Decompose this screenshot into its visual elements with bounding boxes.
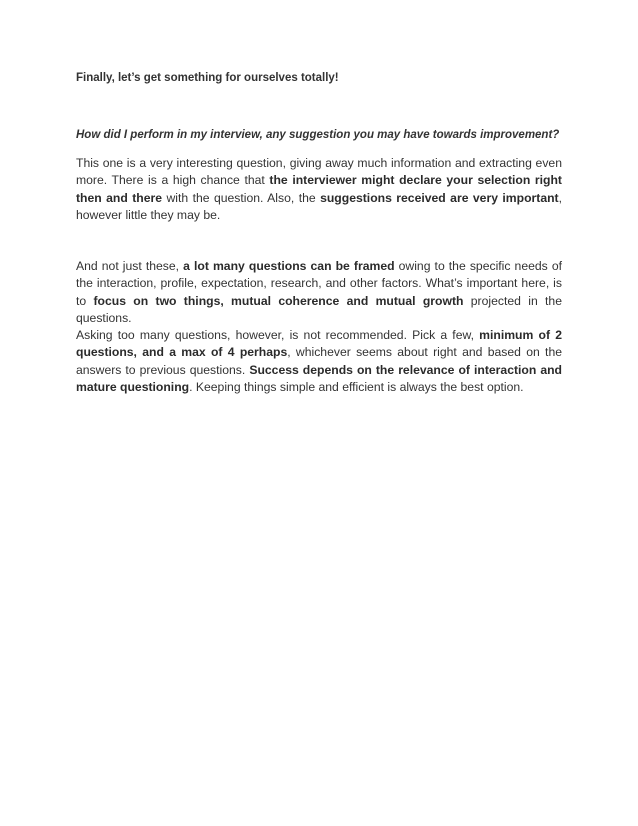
paragraph-3-text-1: Asking too many questions, however, is not recommended. Pick a few,: [76, 328, 480, 342]
paragraph-1-bold-2: suggestions received are very important: [320, 190, 559, 205]
paragraph-1-text-3: , however little they may be.: [76, 190, 562, 223]
paragraph-3-bold-1: minimum of 2 questions, and a max of 4 perhaps: [76, 328, 562, 360]
paragraph-3: [76, 327, 562, 397]
paragraph-2: [76, 258, 562, 328]
paragraph-1-bold-1: the interviewer might declare your selection right then and there: [76, 173, 562, 205]
paragraph-2-text-3: projected in the questions.: [76, 293, 562, 326]
paragraph-3-text-3: . Keeping things simple and efficient is always the best option.: [189, 380, 524, 395]
paragraph-2-text-2: owing to the specific needs of the interaction, profile, expectation, research, and other factors. What’s important here, is to: [76, 259, 562, 308]
paragraph-2-bold-1: a lot many questions can be framed: [183, 259, 395, 273]
paragraph-1-text-2: with the question. Also, the: [162, 190, 321, 205]
paragraph-2-text-1: And not just these,: [76, 259, 184, 273]
paragraph-1-text-1: This one is a very interesting question, giving away much information and extracting even more. There is a high chance that: [76, 156, 562, 188]
section-heading: Finally, let’s get something for ourselves totally!: [76, 72, 339, 84]
paragraph-3-text-2: , whichever seems about right and based on the answers to previous questions.: [76, 345, 563, 377]
paragraph-3-bold-2: Success depends on the relevance of interaction and mature questioning: [76, 362, 562, 395]
question-heading: How did I perform in my interview, any suggestion you may have towards improvement?: [76, 129, 560, 141]
paragraph-1: [76, 155, 562, 225]
paragraph-2-bold-2: focus on two things, mutual coherence and mutual growth: [93, 293, 464, 308]
